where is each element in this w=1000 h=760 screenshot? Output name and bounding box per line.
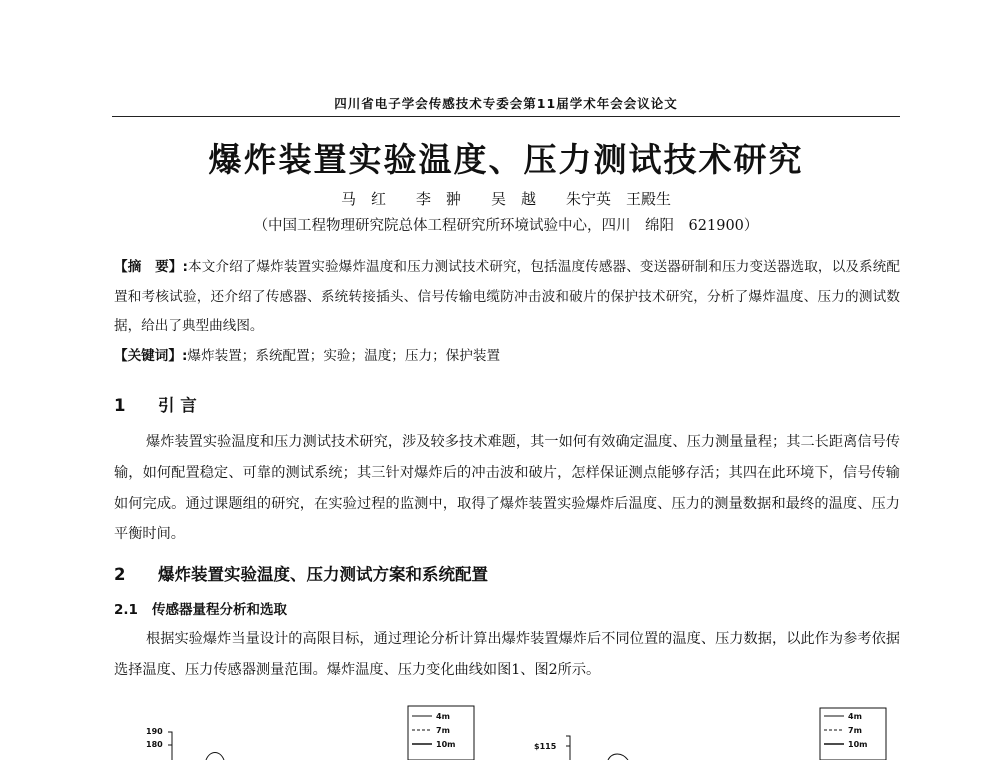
abstract-text: 本文介绍了爆炸装置实验爆炸温度和压力测试技术研究，包括温度传感器、变送器研制和压力变送器选取，以及系统配置和考核试验，还介绍了传感器、系统转接插头、信号传输电缆防冲击波和破片的保护技术研究，分析了爆炸温度、压力的测试数据，给出了典型曲线图。 [114, 259, 900, 334]
section-title: 爆炸装置实验温度、压力测试方案和系统配置 [158, 565, 488, 584]
affiliation: （中国工程物理研究院总体工程研究所环境试验中心，四川 绵阳 621900） [253, 218, 759, 234]
curve-peak [608, 754, 628, 760]
section-heading-2 [114, 561, 488, 585]
legend-label: 4m [848, 712, 862, 721]
section-number: 2 [114, 565, 126, 584]
y-tick-label: 190 [146, 727, 163, 736]
keywords [114, 344, 900, 364]
header-rule [112, 116, 900, 117]
keywords-label: 【关键词】: [114, 348, 188, 364]
legend-label: 4m [436, 712, 450, 721]
running-header: 四川省电子学会传感技术专委会第11届学术年会会议论文 [334, 96, 678, 111]
abstract [114, 253, 900, 342]
y-axis [168, 732, 172, 760]
legend-label: 10m [436, 740, 456, 749]
section-number: 1 [114, 396, 126, 415]
abstract-label: 【摘 要】: [114, 259, 188, 275]
legend-label: 7m [436, 726, 450, 735]
section-heading-1 [114, 392, 197, 416]
paragraph-intro: 爆炸装置实验温度和压力测试技术研究，涉及较多技术难题，其一如何有效确定温度、压力测量量程；其二长距离信号传输，如何配置稳定、可靠的测试系统；其三针对爆炸后的冲击波和破片，怎样保证测点能够存活；其四在此环境下，信号传输如何完成。通过课题组的研究，在实验过程的监测中，取得了爆炸装置实验爆炸后温度、压力的测量数据和最终的温度、压力平衡时间。 [114, 434, 900, 543]
y-tick-label: $115 [534, 742, 557, 751]
paper-title: 爆炸装置实验温度、压力测试技术研究 [208, 140, 804, 179]
paragraph-range-selection: 根据实验爆炸当量设计的高限目标，通过理论分析计算出爆炸装置爆炸后不同位置的温度、压力数据，以此作为参考依据选择温度、压力传感器测量范围。爆炸温度、压力变化曲线如图1、图2所示。 [114, 631, 900, 678]
y-tick-label: 180 [146, 740, 163, 749]
figure-1-temperature-curve [140, 700, 480, 760]
legend-label: 10m [848, 740, 868, 749]
subsection-heading-2-1 [114, 598, 287, 618]
curve-peak [206, 753, 224, 760]
section-title: 引 言 [158, 396, 197, 415]
legend-label: 7m [848, 726, 862, 735]
subsection-title: 传感器量程分析和选取 [152, 602, 287, 618]
subsection-number: 2.1 [114, 602, 138, 618]
author-list: 马 红 李 翀 吴 越 朱宁英 王殿生 [340, 190, 671, 208]
keywords-text: 爆炸装置；系统配置；实验；温度；压力；保护装置 [187, 348, 501, 364]
y-axis [566, 736, 570, 760]
figure-2-pressure-curve [530, 700, 890, 760]
